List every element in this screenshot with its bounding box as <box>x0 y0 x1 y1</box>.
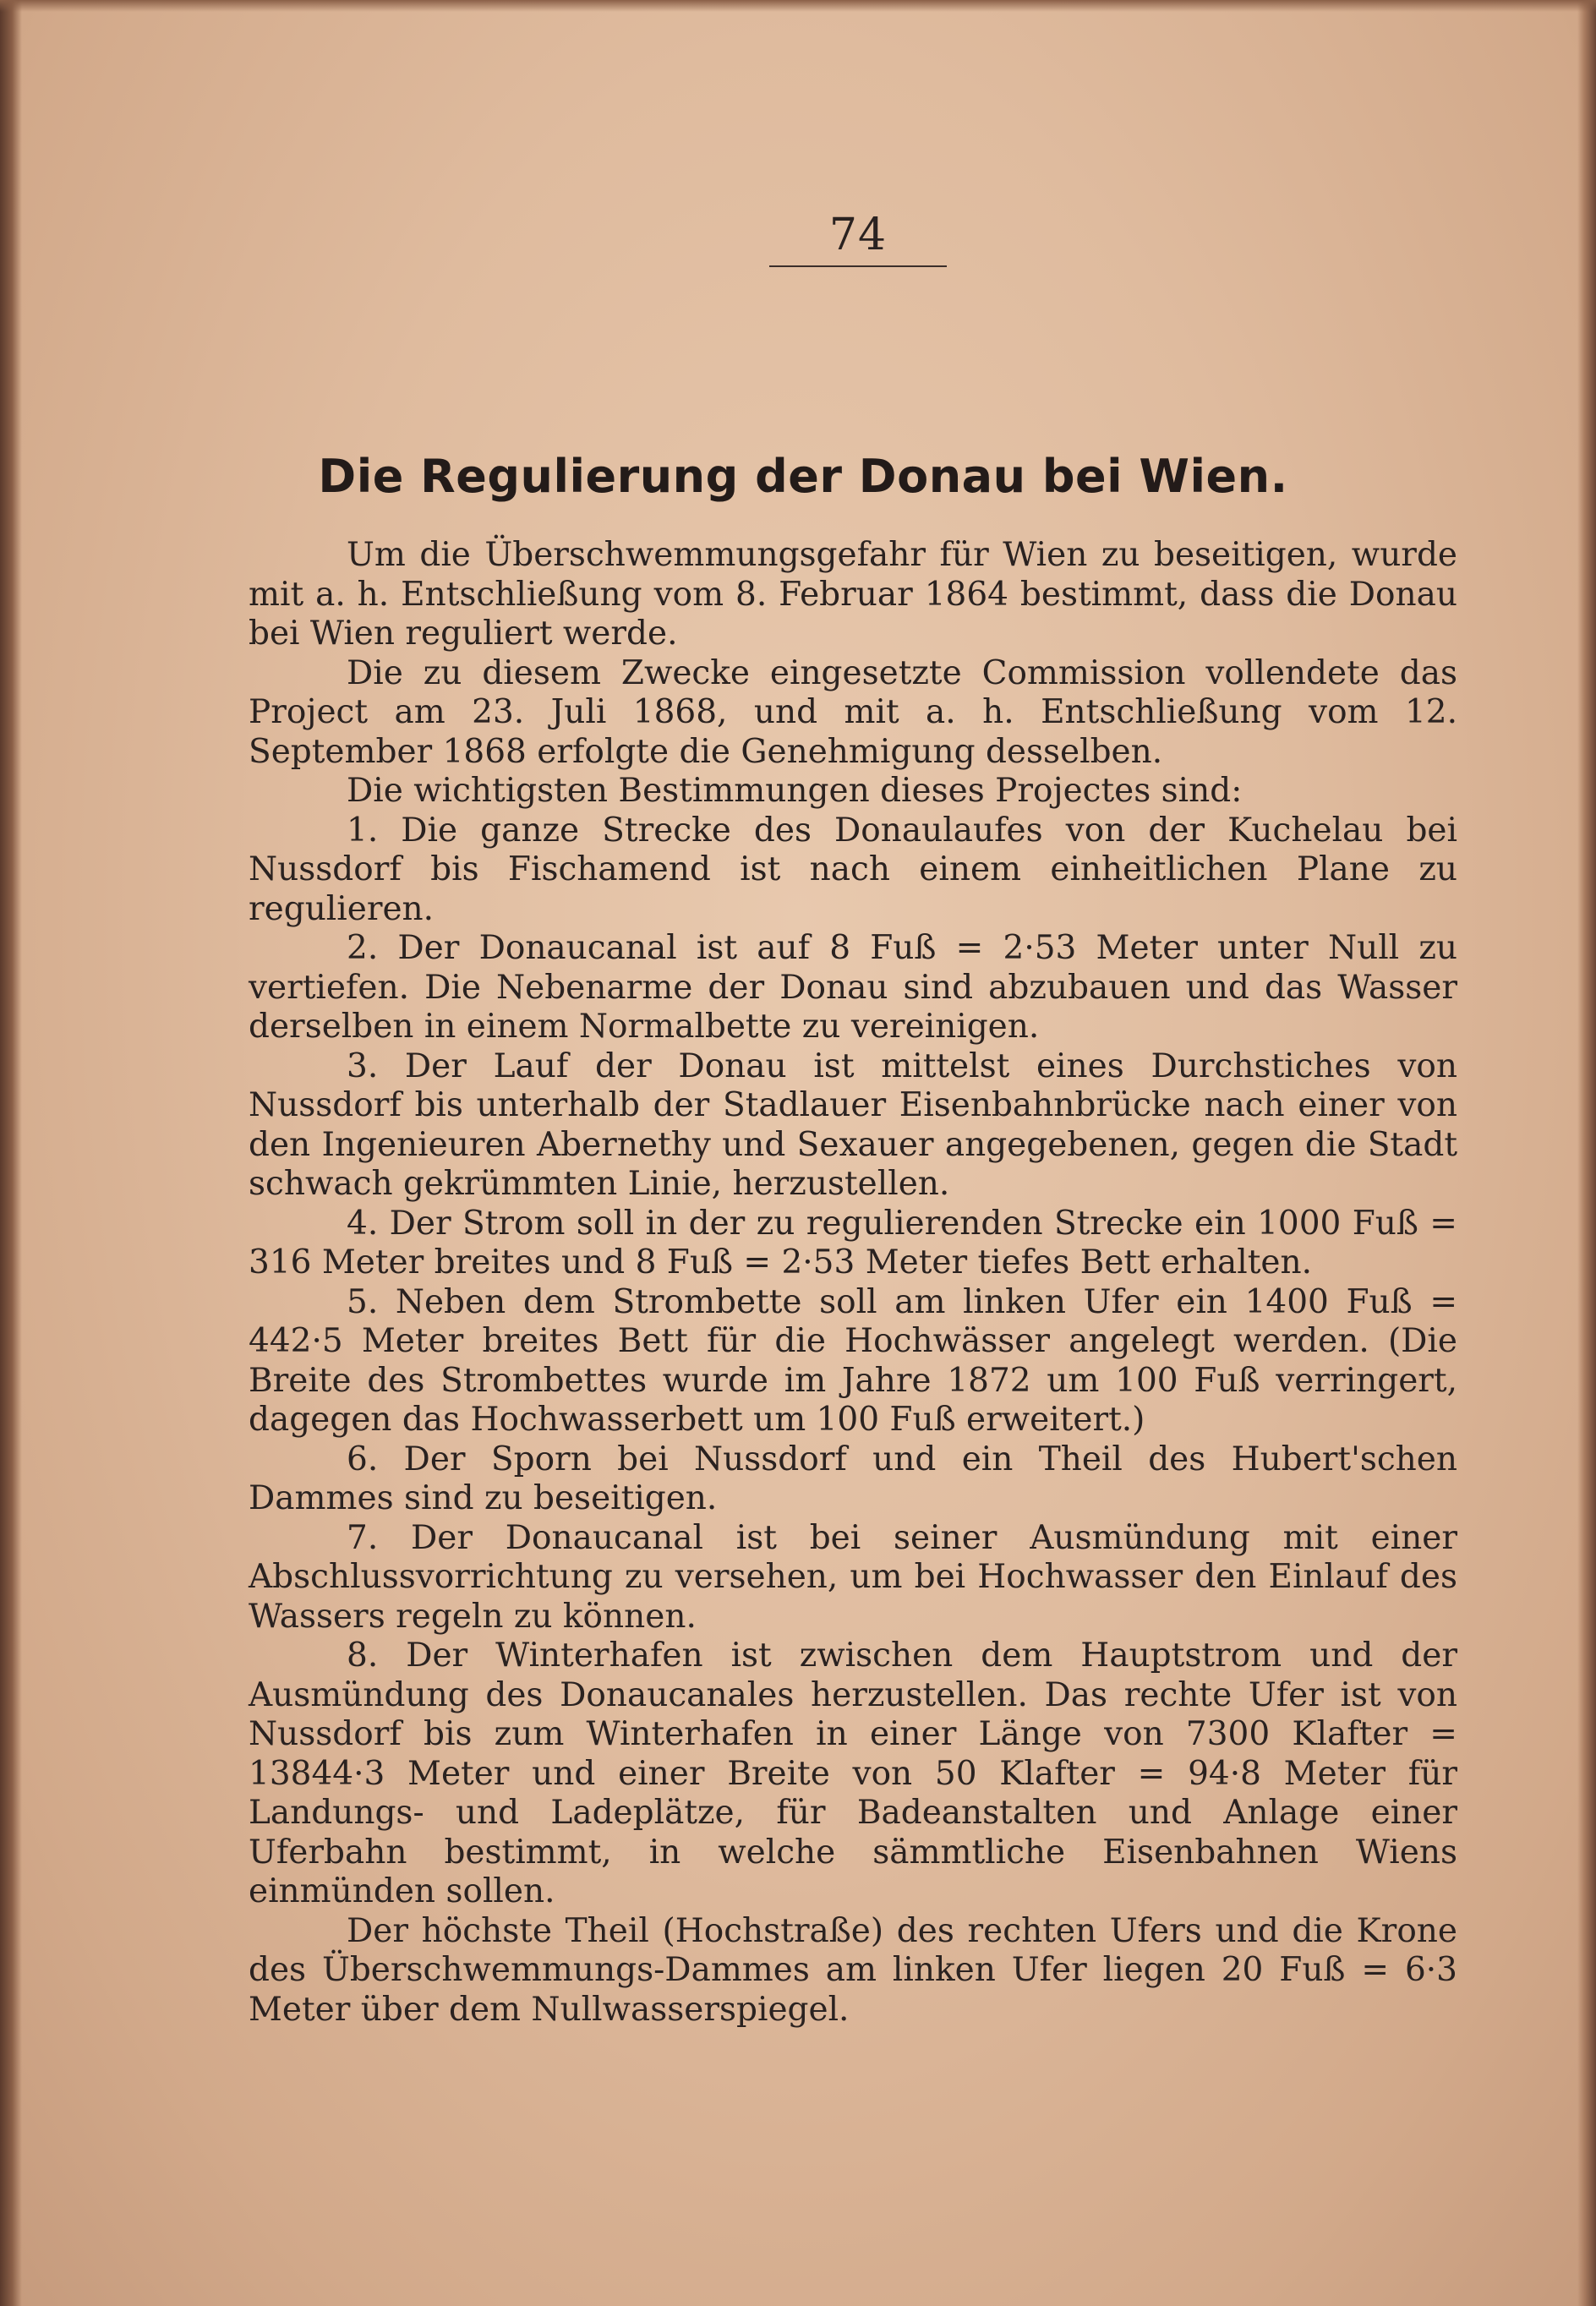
provision-item-2: 2. Der Donaucanal ist auf 8 Fuß = 2·53 Meter unter Null zu vertiefen. Die Nebenarme der Donau sind abzubauen und das Wasser derselben in einem Normalbette zu vereinigen. <box>249 929 1457 1046</box>
paragraph-intro: Um die Überschwemmungsgefahr für Wien zu beseitigen, wurde mit a. h. Entschließung vom 8. Februar 1864 bestimmt, dass die Donau bei Wien reguliert werde. <box>249 536 1457 653</box>
provision-item-3: 3. Der Lauf der Donau ist mittelst eines Durchstiches von Nussdorf bis unterhalb der Stadlauer Eisenbahnbrücke nach einer von den Ingenieuren Abernethy und Sexauer angegebenen, gegen die Stadt schwach gekrümmten Linie, herzustellen. <box>249 1046 1457 1203</box>
page-top-shadow <box>0 0 1596 12</box>
provision-item-6: 6. Der Sporn bei Nussdorf und ein Theil des Hubert'schen Dammes sind zu beseitigen. <box>249 1440 1457 1517</box>
paragraph-closing: Der höchste Theil (Hochstraße) des rechten Ufers und die Krone des Überschwemmungs-Dammes am linken Ufer liegen 20 Fuß = 6·3 Meter über dem Nullwasserspiegel. <box>249 1911 1457 2029</box>
provision-item-8: 8. Der Winterhafen ist zwischen dem Hauptstrom und der Ausmündung des Donaucanales herzustellen. Das rechte Ufer ist von Nussdorf bis zum Winterhafen in einer Länge von 7300 Klafter = 13844·3 Meter und einer Breite von 50 Klafter = 94·8 Meter für Landungs- und Ladeplätze, für Badeanstalten und Anlage einer Uferbahn bestimmt, in welche sämmtliche Eisenbahnen Wiens einmünden sollen. <box>249 1637 1457 1910</box>
paragraph-commission: Die zu diesem Zwecke eingesetzte Commission vollendete das Project am 23. Juli 1868, und mit a. h. Entschließung vom 12. September 1868 erfolgte die Genehmigung desselben. <box>249 653 1457 771</box>
provision-item-7: 7. Der Donaucanal ist bei seiner Ausmündung mit einer Abschlussvorrichtung zu versehen, um bei Hochwasser den Einlauf des Wassers regeln zu können. <box>249 1518 1457 1636</box>
paragraph-provisions-heading: Die wichtigsten Bestimmungen dieses Projectes sind: <box>347 772 1243 810</box>
provision-item-4: 4. Der Strom soll in der zu regulierenden Strecke ein 1000 Fuß = 316 Meter breites und 8 Fuß = 2·53 Meter tiefes Bett erhalten. <box>249 1204 1457 1281</box>
provision-item-1: 1. Die ganze Strecke des Donaulaufes von der Kuchelau bei Nussdorf bis Fischamend ist nach einem einheitlichen Plane zu regulieren. <box>249 811 1457 928</box>
page-number: 74 <box>769 210 947 267</box>
page-edge-shadow <box>1577 0 1596 2306</box>
provision-item-5: 5. Neben dem Strombette soll am linken Ufer ein 1400 Fuß = 442·5 Meter breites Bett für die Hochwässer angelegt werden. (Die Breite des Strombettes wurde im Jahre 1872 um 100 Fuß verringert, dagegen das Hochwasserbett um 100 Fuß erweitert.) <box>249 1282 1457 1439</box>
chapter-title: Die Regulierung der Donau bei Wien. <box>318 450 1288 503</box>
body-text <box>249 536 1457 2030</box>
page-binding-shadow <box>0 0 22 2306</box>
